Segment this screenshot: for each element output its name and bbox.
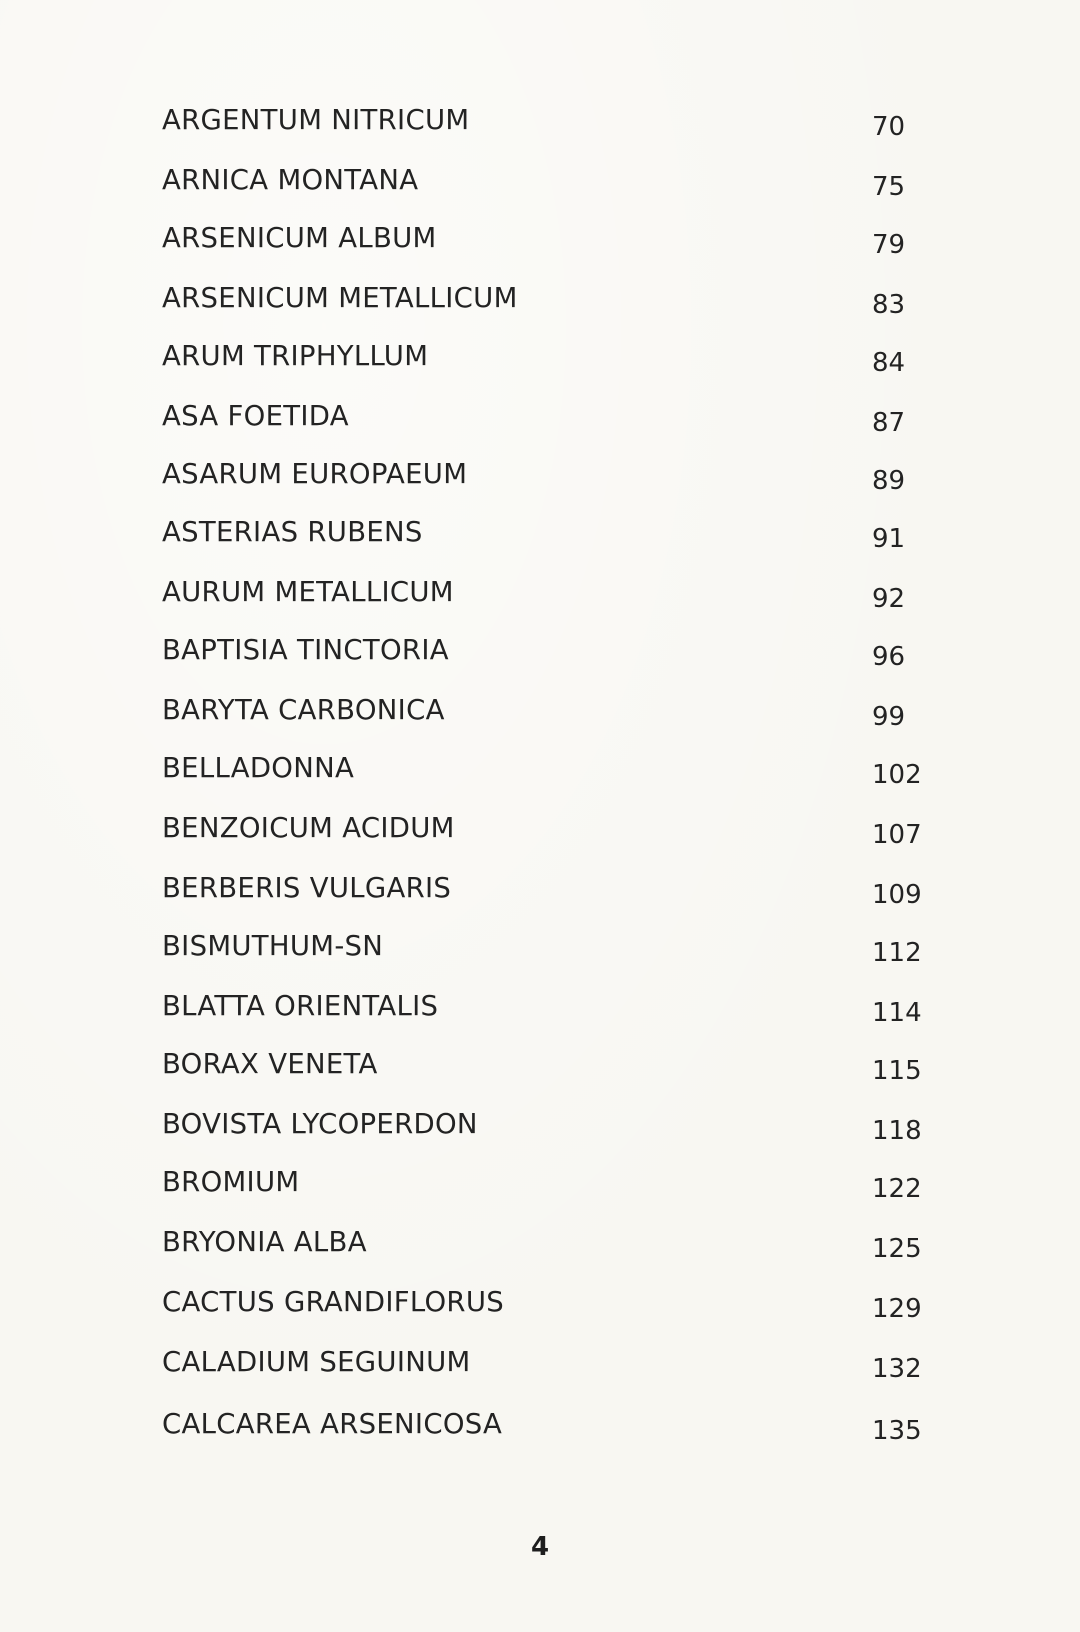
toc-entry-page: 83: [872, 290, 906, 320]
toc-entry: [0, 930, 1080, 970]
toc-entry: [0, 752, 1080, 792]
toc-entry: [0, 222, 1080, 262]
toc-entry-page: 87: [872, 408, 906, 438]
toc-entry-name: CACTUS GRANDIFLORUS: [162, 1286, 505, 1318]
toc-entry-page: 102: [872, 760, 922, 790]
toc-entry-name: BOVISTA LYCOPERDON: [162, 1108, 478, 1140]
page-number: 4: [531, 1532, 550, 1562]
toc-entry-name: ARNICA MONTANA: [162, 164, 419, 196]
toc-entry-name: BORAX VENETA: [162, 1048, 378, 1080]
toc-entry-name: AURUM METALLICUM: [162, 576, 454, 608]
toc-entry: [0, 694, 1080, 734]
toc-entry-name: BLATTA ORIENTALIS: [162, 990, 439, 1022]
toc-entry-page: 115: [872, 1056, 922, 1086]
toc-entry-name: BISMUTHUM-SN: [162, 930, 384, 962]
toc-entry: [0, 516, 1080, 556]
toc-entry-page: 79: [872, 230, 906, 260]
toc-entry: [0, 282, 1080, 322]
toc-entry-name: ASA FOETIDA: [162, 400, 349, 432]
toc-entry-name: BENZOICUM ACIDUM: [162, 812, 455, 844]
toc-entry: [0, 1166, 1080, 1206]
toc-entry: [0, 1108, 1080, 1148]
toc-entry-page: 96: [872, 642, 906, 672]
toc-entry-name: ARGENTUM NITRICUM: [162, 104, 470, 136]
toc-entry-name: BERBERIS VULGARIS: [162, 872, 452, 904]
toc-entry: [0, 458, 1080, 498]
toc-entry: [0, 990, 1080, 1030]
toc-entry-page: 107: [872, 820, 922, 850]
toc-entry-name: BROMIUM: [162, 1166, 300, 1198]
toc-entry-page: 112: [872, 938, 922, 968]
toc-entry-name: BARYTA CARBONICA: [162, 694, 445, 726]
toc-entry-page: 129: [872, 1294, 922, 1324]
toc-entry-page: 99: [872, 702, 906, 732]
toc-entry-name: CALADIUM SEGUINUM: [162, 1346, 471, 1378]
toc-entry: [0, 1286, 1080, 1326]
toc-entry: [0, 1226, 1080, 1266]
toc-entry-page: 92: [872, 584, 906, 614]
toc-entry: [0, 164, 1080, 204]
toc-entry: [0, 400, 1080, 440]
toc-entry-name: ARSENICUM ALBUM: [162, 222, 437, 254]
toc-entry-name: CALCAREA ARSENICOSA: [162, 1408, 503, 1440]
toc-entry: [0, 1346, 1080, 1386]
toc-entry: [0, 1048, 1080, 1088]
toc-entry: [0, 340, 1080, 380]
toc-entry-name: ARUM TRIPHYLLUM: [162, 340, 429, 372]
toc-entry: [0, 634, 1080, 674]
toc-entry: [0, 812, 1080, 852]
toc-entry: [0, 872, 1080, 912]
toc-entry-page: 109: [872, 880, 922, 910]
toc-entry-page: 114: [872, 998, 922, 1028]
toc-entry: [0, 576, 1080, 616]
toc-entry-page: 84: [872, 348, 906, 378]
toc-entry-name: ASARUM EUROPAEUM: [162, 458, 468, 490]
toc-entry-page: 122: [872, 1174, 922, 1204]
toc-entry-name: BAPTISIA TINCTORIA: [162, 634, 449, 666]
toc-entry-page: 135: [872, 1416, 922, 1446]
toc-entry-name: ARSENICUM METALLICUM: [162, 282, 518, 314]
toc-entry-page: 132: [872, 1354, 922, 1384]
toc-entry-name: BRYONIA ALBA: [162, 1226, 367, 1258]
toc-entry: [0, 1408, 1080, 1448]
toc-entry-name: ASTERIAS RUBENS: [162, 516, 423, 548]
toc-entry-page: 75: [872, 172, 906, 202]
toc-entry-page: 70: [872, 112, 906, 142]
toc-entry-page: 91: [872, 524, 906, 554]
toc-entry-page: 125: [872, 1234, 922, 1264]
toc-entry: [0, 104, 1080, 144]
toc-entry-page: 118: [872, 1116, 922, 1146]
toc-entry-name: BELLADONNA: [162, 752, 355, 784]
toc-entry-page: 89: [872, 466, 906, 496]
